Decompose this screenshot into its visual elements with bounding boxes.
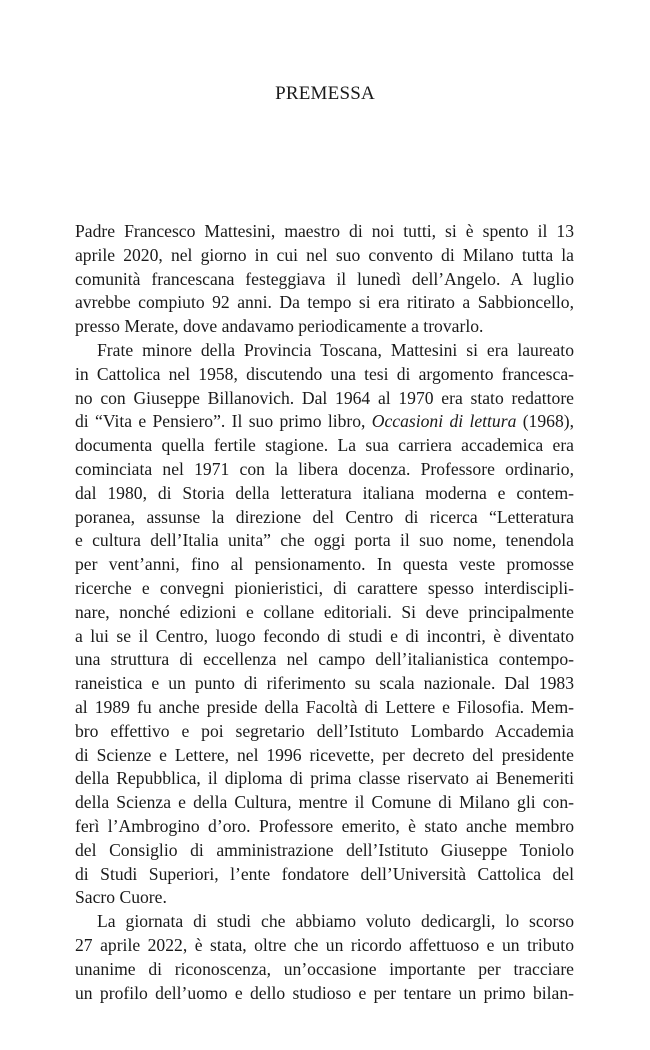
text-line: a lui se il Centro, luogo fecondo di studi e di incontri, è diventato <box>75 625 574 646</box>
text-line: ricerche e convegni pionieristici, di carattere spesso interdiscipli- <box>75 577 574 598</box>
book-title-italic: Occasioni di lettura <box>371 411 517 432</box>
text-line: una struttura di eccellenza nel campo dell’italianistica contempo- <box>75 649 574 670</box>
text-line: della Scienza e della Cultura, mentre il Comune di Milano gli con- <box>75 792 574 813</box>
text-line: poranea, assunse la direzione del Centro di ricerca “Letteratura <box>75 506 574 527</box>
text-line: per vent’anni, fino al pensionamento. In questa veste promosse <box>75 554 574 575</box>
text-line: raneistica e un punto di riferimento su scala nazionale. Dal 1983 <box>75 673 574 694</box>
text-line: presso Merate, dove andavamo periodicamente a trovarlo. <box>75 316 484 337</box>
text-line: bro effettivo e poi segretario dell’Istituto Lombardo Accademia <box>75 720 574 741</box>
text-segment: di “Vita e Pensiero”. Il suo primo libro, <box>75 411 372 432</box>
text-line: no con Giuseppe Billanovich. Dal 1964 al 1970 era stato redattore <box>75 387 574 408</box>
text-line: comunità francescana festeggiava il lunedì dell’Angelo. A luglio <box>75 268 574 289</box>
text-line <box>75 410 574 434</box>
text-line: in Cattolica nel 1958, discutendo una tesi di argomento francesca- <box>75 363 574 384</box>
text-line: Frate minore della Provincia Toscana, Mattesini si era laureato <box>97 339 574 360</box>
text-line: della Repubblica, il diploma di prima classe riservato ai Benemeriti <box>75 768 574 789</box>
text-line: Sacro Cuore. <box>75 887 167 908</box>
text-segment: (1968), <box>516 411 575 432</box>
text-line: unanime di riconoscenza, un’occasione importante per tracciare <box>75 958 574 979</box>
text-line: e cultura dell’Italia unita” che oggi porta il suo nome, tenendola <box>75 530 574 551</box>
text-line: cominciata nel 1971 con la libera docenza. Professore ordinario, <box>75 458 574 479</box>
text-line: di Scienze e Lettere, nel 1996 ricevette, per decreto del presidente <box>75 744 574 765</box>
text-line: al 1989 fu anche preside della Facoltà di Lettere e Filosofia. Mem- <box>75 696 574 717</box>
text-line: un profilo dell’uomo e dello studioso e per tentare un primo bilan- <box>75 982 574 1003</box>
text-line: aprile 2020, nel giorno in cui nel suo convento di Milano tutta la <box>75 244 574 265</box>
body-text <box>75 220 574 1005</box>
text-line: dal 1980, di Storia della letteratura italiana moderna e contem- <box>75 482 574 503</box>
text-line: ferì l’Ambrogino d’oro. Professore emerito, è stato anche membro <box>75 815 574 836</box>
text-line: avrebbe compiuto 92 anni. Da tempo si era ritirato a Sabbioncello, <box>75 292 574 313</box>
page-title: PREMESSA <box>275 83 375 104</box>
text-line: 27 aprile 2022, è stata, oltre che un ricordo affettuoso e un tributo <box>75 934 574 955</box>
text-line: del Consiglio di amministrazione dell’Istituto Giuseppe Toniolo <box>75 839 574 860</box>
text-line: nare, nonché edizioni e collane editoriali. Si deve principalmente <box>75 601 574 622</box>
text-line: di Studi Superiori, l’ente fondatore dell’Università Cattolica del <box>75 863 574 884</box>
text-line: La giornata di studi che abbiamo voluto dedicargli, lo scorso <box>97 911 574 932</box>
text-line: documenta quella fertile stagione. La sua carriera accademica era <box>75 435 574 456</box>
text-line: Padre Francesco Mattesini, maestro di noi tutti, si è spento il 13 <box>75 221 574 241</box>
